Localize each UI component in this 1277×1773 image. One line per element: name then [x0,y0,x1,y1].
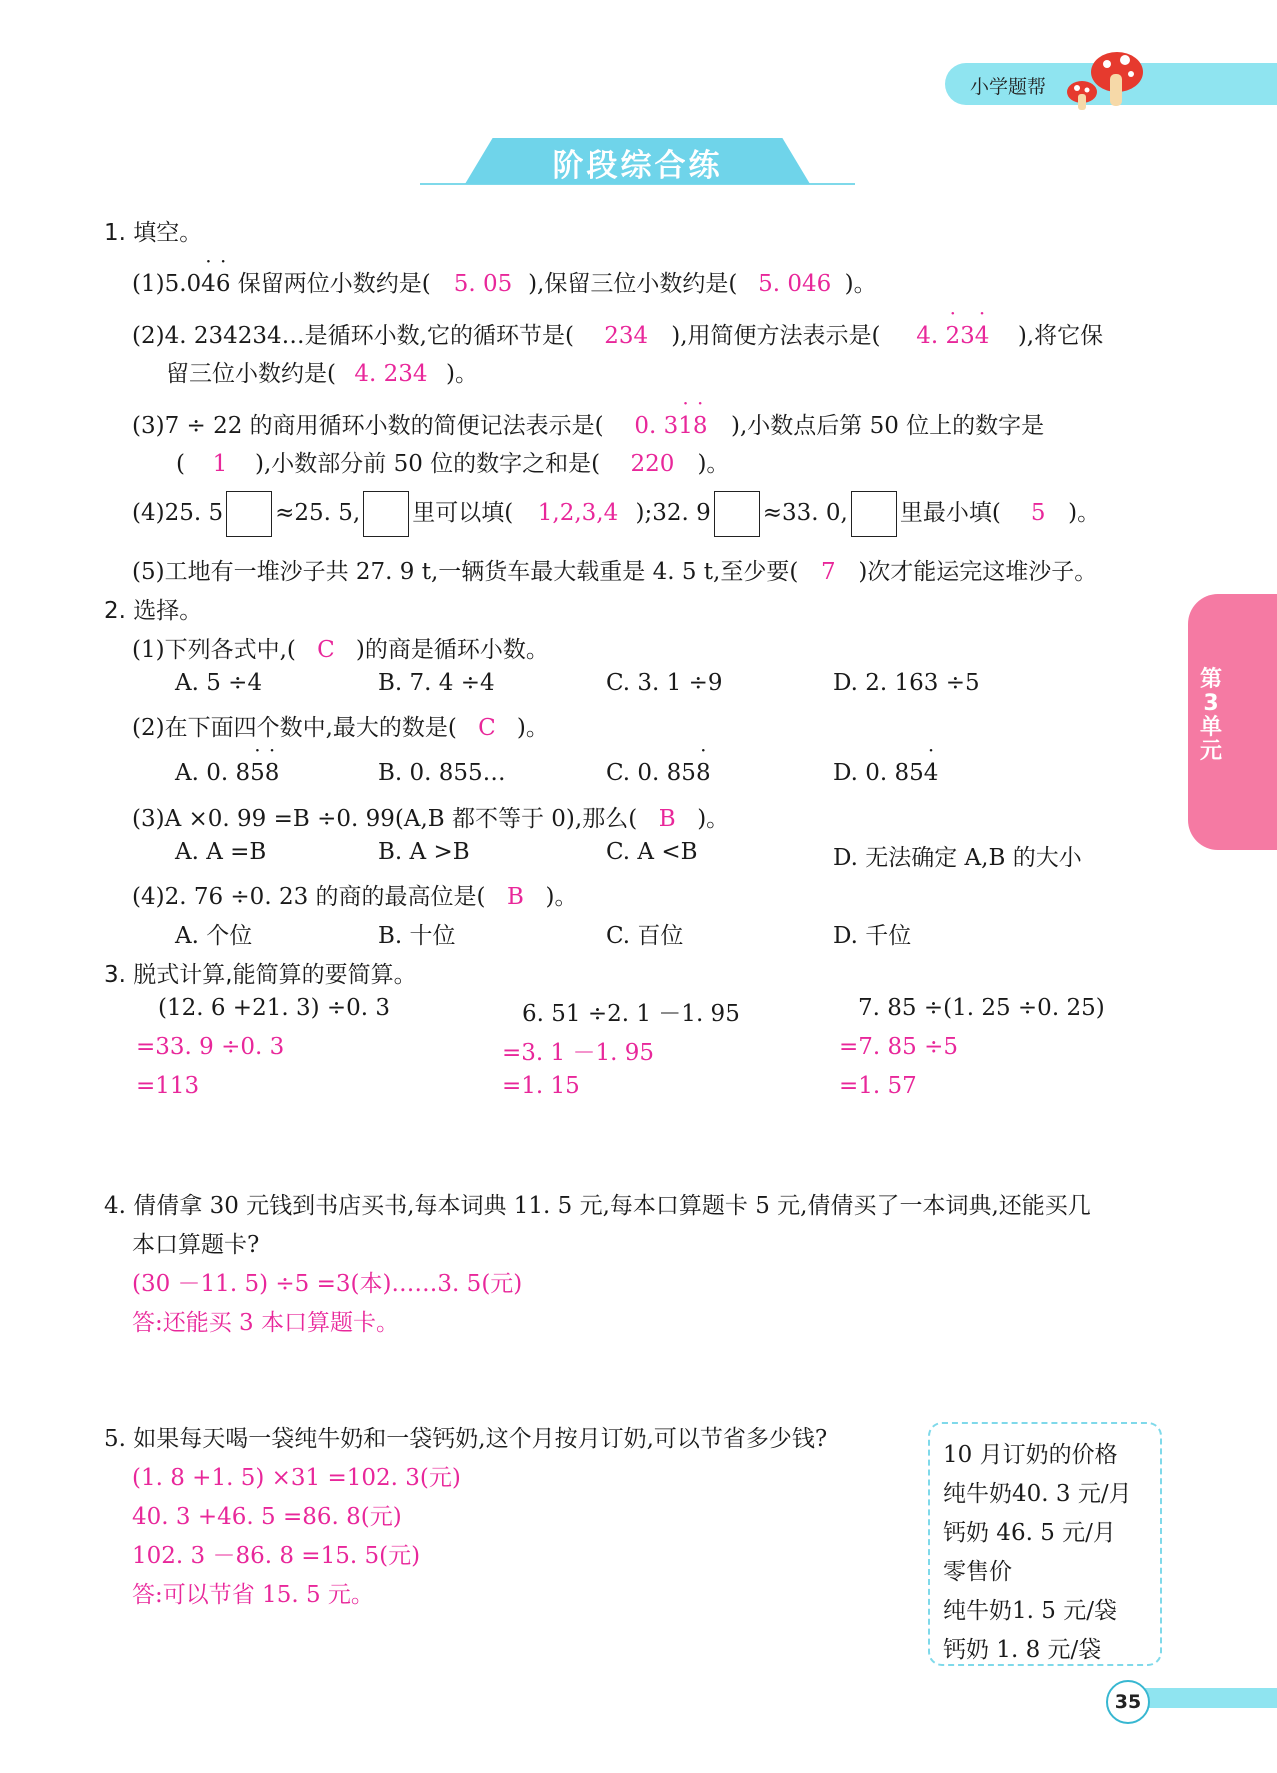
q1-p4: (4)25. 5 ≈25. 5, 里可以填( 1,2,3,4 );32. 9 ≈33. 0, 里最小填( 5 )。 [132,490,1100,537]
price-box-line: 零售价 [943,1559,1012,1585]
q1-heading: 1. 填空。 [104,220,203,246]
price-box-line: 纯牛奶40. 3 元/月 [943,1481,1132,1507]
q4-answer-calc: (30 －11. 5) ÷5 =3(本)……3. 5(元) [132,1271,523,1297]
answer-text: 4. · 23· 4 [888,323,1018,349]
blank-box [714,491,760,537]
answer-text: 5. 05 [453,271,513,297]
q2-s2-opt-c: C. 0. 85· 8 [606,760,711,786]
q1-p2: (2)4. 234234…是循环小数,它的循环节是( 234 ),用简便方法表示是( 4. · 23· 4 ),将它保 [132,317,1103,350]
answer-text: 7 [821,559,836,585]
answer-text: 5 [1030,500,1046,526]
unit-label: 第3单元 [1199,667,1222,764]
q3-step-3a: =7. 85 ÷5 [839,1034,959,1060]
q2-s3-opt-a: A. A =B [175,839,267,865]
answer-text: C [478,715,496,741]
q2-s4-stem: (4)2. 76 ÷0. 23 的商的最高位是( B )。 [132,884,578,910]
q2-heading: 2. 选择。 [104,598,203,624]
price-box-line: 钙奶 1. 8 元/袋 [943,1637,1102,1663]
q2-s1-opt-d: D. 2. 163 ÷5 [833,670,980,696]
q1-p2-line2: 留三位小数约是( 4. 234 )。 [166,361,478,387]
blank-box [851,491,897,537]
q5-text: 5. 如果每天喝一袋纯牛奶和一袋钙奶,这个月按月订奶,可以节省多少钱? [104,1426,828,1452]
answer-text: B [507,884,524,910]
q2-s2-opt-a: A. 0. 8· 5· 8 [175,760,279,786]
page-number: 35 [1106,1680,1150,1724]
page-title: 阶段综合练 [552,148,723,184]
blank-box [363,491,409,537]
answer-text: B [658,806,676,832]
q2-s3-opt-b: B. A >B [378,839,470,865]
q3-step-2b: =1. 15 [502,1073,580,1099]
q2-s1-opt-c: C. 3. 1 ÷9 [606,670,723,696]
answer-text: 1,2,3,4 [537,500,619,526]
q1-p3-line2: ( 1 ),小数部分前 50 位的数字之和是( 220 )。 [176,451,730,477]
mushroom-icon [1065,44,1145,114]
q2-s2-opt-d: D. 0. 85· 4 [833,760,938,786]
brand-label: 小学题帮 [970,76,1047,98]
answer-text: 4. 234 [354,361,428,387]
q2-s3-opt-c: C. A <B [606,839,698,865]
q1-p5: (5)工地有一堆沙子共 27. 9 t,一辆货车最大载重是 4. 5 t,至少要( 7 )次才能运完这堆沙子。 [132,559,1098,585]
q3-expr-1: (12. 6 +21. 3) ÷0. 3 [158,995,391,1021]
q3-step-1b: =113 [136,1073,200,1099]
price-box-line: 钙奶 46. 5 元/月 [943,1520,1116,1546]
q2-s3-opt-d: D. 无法确定 A,B 的大小 [833,845,1082,871]
answer-text: 234 [604,323,649,349]
price-box-line: 纯牛奶1. 5 元/袋 [943,1598,1117,1624]
q2-s4-opt-a: A. 个位 [175,923,253,949]
answer-text: 220 [630,451,675,477]
q2-s3-stem: (3)A ×0. 99 =B ÷0. 99(A,B 都不等于 0),那么( B )。 [132,806,730,832]
q2-s4-opt-d: D. 千位 [833,923,912,949]
q3-step-3b: =1. 57 [839,1073,917,1099]
blank-box [226,491,272,537]
q2-s1-stem: (1)下列各式中,( C )的商是循环小数。 [132,637,549,663]
answer-text: 0. 3· 1· 8 [611,413,731,439]
q3-step-1a: =33. 9 ÷0. 3 [136,1034,285,1060]
q2-s4-opt-b: B. 十位 [378,923,456,949]
q4-text-line2: 本口算题卡? [132,1232,260,1258]
q5-answer-4: 答:可以节省 15. 5 元。 [132,1582,374,1608]
q2-s2-stem: (2)在下面四个数中,最大的数是( C )。 [132,715,549,741]
q3-heading: 3. 脱式计算,能简算的要简算。 [104,962,417,988]
q1-p3: (3)7 ÷ 22 的商用循环小数的简便记法表示是( 0. 3· 1· 8 ),小数点后第 50 位上的数字是 [132,407,1044,440]
q2-s1-opt-b: B. 7. 4 ÷4 [378,670,495,696]
q5-answer-3: 102. 3 －86. 8 =15. 5(元) [132,1543,421,1569]
q3-expr-2: 6. 51 ÷2. 1 －1. 95 [522,1001,740,1027]
answer-text: 5. 046 [758,271,832,297]
answer-text: 1 [212,451,228,477]
q3-expr-3: 7. 85 ÷(1. 25 ÷0. 25) [858,995,1105,1021]
q5-answer-1: (1. 8 +1. 5) ×31 =102. 3(元) [132,1465,461,1491]
q5-answer-2: 40. 3 +46. 5 =86. 8(元) [132,1504,402,1530]
q3-step-2a: =3. 1 －1. 95 [502,1040,654,1066]
q2-s2-opt-b: B. 0. 855… [378,760,506,786]
q1-p1: (1)5.0· 4· 6 保留两位小数约是( 5. 05 ),保留三位小数约是( 5. 046 )。 [132,265,877,298]
q2-s1-opt-a: A. 5 ÷4 [175,670,263,696]
q4-text-line1: 4. 倩倩拿 30 元钱到书店买书,每本词典 11. 5 元,每本口算题卡 5 元,倩倩买了一本词典,还能买几 [104,1193,1091,1219]
answer-text: C [317,637,335,663]
q2-s4-opt-c: C. 百位 [606,923,684,949]
price-box-line: 10 月订奶的价格 [943,1442,1118,1468]
q4-answer-text: 答:还能买 3 本口算题卡。 [132,1310,400,1336]
